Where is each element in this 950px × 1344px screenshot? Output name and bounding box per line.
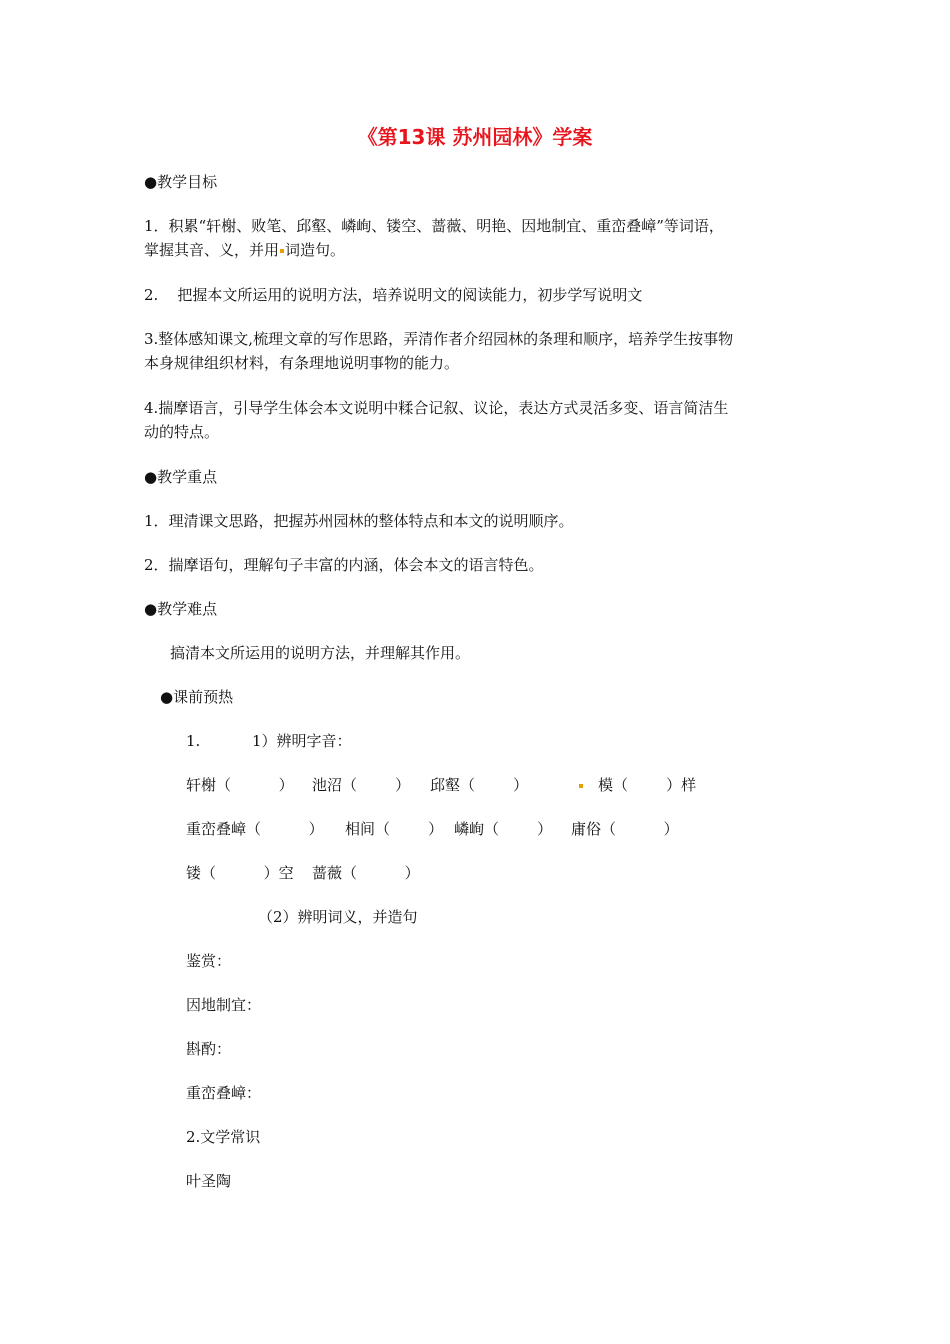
pinyin-blank-loukong: 镂（ ）空 — [186, 864, 294, 882]
pinyin-blank-xiangjian: 相间（ ） — [345, 820, 444, 838]
pinyin-blank-xuanxie: 轩榭（ ） — [186, 776, 294, 794]
goal-item-1-text-b: 词造句。 — [285, 241, 346, 259]
goal-item-2: 2. 把握本文所运用的说明方法，培养说明文的阅读能力，初步学写说明文 — [144, 286, 643, 304]
key-point-item-1: 1．理清课文思路，把握苏州园林的整体特点和本文的说明顺序。 — [144, 512, 574, 530]
section-heading-difficulties: ●教学难点 — [144, 600, 218, 618]
preview-question-1-subtitle-2: （2）辨明词义，并造句 — [258, 908, 418, 926]
goal-item-1-text-a: 掌握其音、义，并用 — [144, 241, 280, 259]
marker-dot-icon — [579, 784, 583, 788]
pinyin-blank-yongsu: 庸俗（ ） — [571, 820, 679, 838]
vocab-item-yindizhiyi: 因地制宜： — [186, 996, 262, 1014]
vocab-item-zhenzhuo: 斟酌： — [186, 1040, 232, 1058]
goal-item-1-line-2 — [144, 240, 345, 260]
preview-question-1-number: 1. — [186, 732, 201, 750]
goal-item-3-line-2: 本身规律组织材料，有条理地说明事物的能力。 — [144, 354, 460, 372]
vocab-item-chongluandiezhang: 重峦叠嶂： — [186, 1084, 262, 1102]
goal-item-4-line-1: 4.揣摩语言，引导学生体会本文说明中糅合记叙、议论，表达方式灵活多变、语言简洁生 — [144, 399, 729, 417]
pinyin-blank-qiuhe: 邱壑（ ） — [430, 776, 529, 794]
key-point-item-2: 2．揣摩语句，理解句子丰富的内涵，体会本文的语言特色。 — [144, 556, 544, 574]
goal-item-3-line-1: 3.整体感知课文,梳理文章的写作思路，弄清作者介绍园林的条理和顺序，培养学生按事物 — [144, 330, 734, 348]
section-heading-key-points: ●教学重点 — [144, 468, 218, 486]
page-title: 《第13课 苏州园林》学案 — [357, 125, 593, 149]
pinyin-blank-muyang: 模（ ）样 — [598, 776, 697, 794]
vocab-item-jianshang: 鉴赏： — [186, 952, 232, 970]
preview-question-2: 2.文学常识 — [186, 1128, 261, 1146]
goal-item-4-line-2: 动的特点。 — [144, 423, 220, 441]
pinyin-blank-chongluandiezhang: 重峦叠嶂（ ） — [186, 820, 324, 838]
marker-dot-icon — [280, 249, 284, 253]
section-heading-preview: ●课前预热 — [160, 688, 234, 706]
section-heading-goals: ●教学目标 — [144, 173, 218, 191]
author-name: 叶圣陶 — [186, 1172, 232, 1190]
pinyin-blank-linxun: 嶙峋（ ） — [454, 820, 553, 838]
difficulty-item-1: 搞清本文所运用的说明方法，并理解其作用。 — [170, 644, 471, 662]
preview-question-1-subtitle: 1）辨明字音： — [252, 732, 352, 750]
pinyin-blank-qiangwei: 蔷薇（ ） — [312, 864, 420, 882]
marker-dot-row1 — [578, 775, 584, 795]
pinyin-blank-chizhao: 池沼（ ） — [312, 776, 411, 794]
goal-item-1-line-1: 1．积累“轩榭、败笔、邱壑、嶙峋、镂空、蔷薇、明艳、因地制宜、重峦叠嶂”等词语， — [144, 217, 724, 235]
